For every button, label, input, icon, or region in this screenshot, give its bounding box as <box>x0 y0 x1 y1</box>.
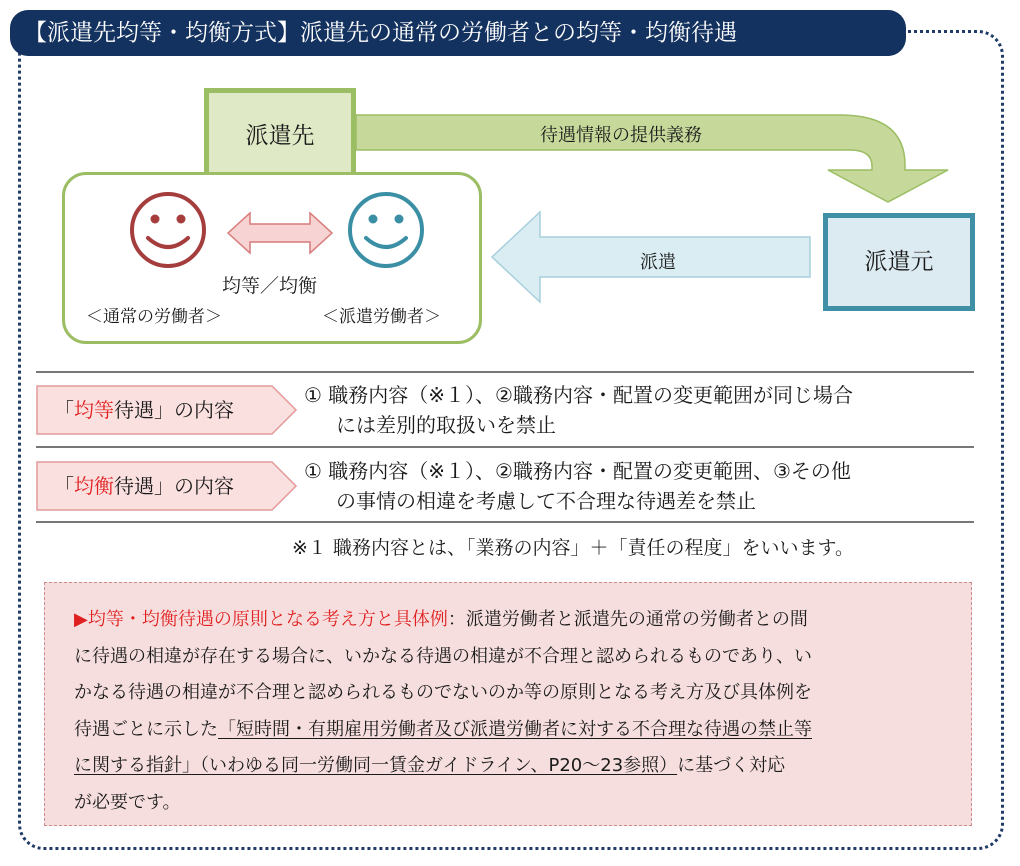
equal-highlight: 均等 <box>74 398 114 422</box>
divider-middle <box>36 446 974 448</box>
regular-worker-face-icon <box>132 194 204 266</box>
balanced-highlight: 均衡 <box>74 474 114 498</box>
dispatched-worker-label: ＜派遣労働者＞ <box>322 307 441 327</box>
guideline-line1: ：派遣労働者と派遣先の通常の労働者との間 <box>447 609 808 630</box>
guideline-line2: に待遇の相違が存在する場合に、いかなる待遇の相違が不合理と認められるものであり、い <box>74 645 812 667</box>
balanced-treatment-line2: の事情の相違を考慮して不合理な待遇差を禁止 <box>336 489 756 513</box>
hakensaki-box <box>204 88 356 184</box>
hakenmoto-box <box>823 213 975 311</box>
equal-treatment-line1: ① 職務内容（※１）、②職務内容・配置の変更範囲が同じ場合 <box>304 383 853 407</box>
guideline-line3: かなる待遇の相違が不合理と認められるものでないのか等の原則となる考え方及び具体例を <box>74 682 812 703</box>
hakensaki-label: 派遣先 <box>245 123 315 149</box>
balance-double-arrow-icon <box>228 213 332 253</box>
regular-worker-label: ＜通常の労働者＞ <box>86 307 222 327</box>
divider-top <box>36 371 974 373</box>
guideline-line4: 待遇ごとに示した <box>74 718 218 740</box>
balanced-treatment-line1: ① 職務内容（※１）、②職務内容・配置の変更範囲、③その他 <box>304 459 851 483</box>
page-title: 【派遣先均等・均衡方式】派遣先の通常の労働者との均等・均衡待遇 <box>10 10 906 56</box>
info-arrow-label: 待遇情報の提供義務 <box>540 125 702 146</box>
guideline-reference-part1: 「短時間・有期雇用労働者及び派遣労働者に対する不合理な待遇の禁止等 <box>218 718 812 740</box>
guideline-heading: ▶均等・均衡待遇の原則となる考え方と具体例 <box>74 609 448 630</box>
dispatch-arrow-label: 派遣 <box>640 252 676 273</box>
balance-label: 均等／均衡 <box>222 275 318 297</box>
guideline-line6: が必要です。 <box>74 791 181 813</box>
divider-bottom <box>36 521 974 523</box>
balanced-treatment-tag: 「均衡待遇」の内容 <box>54 474 234 498</box>
guideline-text <box>74 602 954 821</box>
equal-treatment-tag: 「均等待遇」の内容 <box>54 398 234 422</box>
equal-treatment-line2: には差別的取扱いを禁止 <box>336 413 556 437</box>
guideline-reference-part2: に関する指針」（いわゆる同一労働同一賃金ガイドライン、P20～23参照） <box>74 755 678 776</box>
footnote: ※１ 職務内容とは、「業務の内容」＋「責任の程度」をいいます。 <box>292 537 854 559</box>
dispatched-worker-face-icon <box>350 194 422 266</box>
hakenmoto-label: 派遣元 <box>864 249 934 275</box>
guideline-line5: に基づく対応 <box>677 755 786 776</box>
